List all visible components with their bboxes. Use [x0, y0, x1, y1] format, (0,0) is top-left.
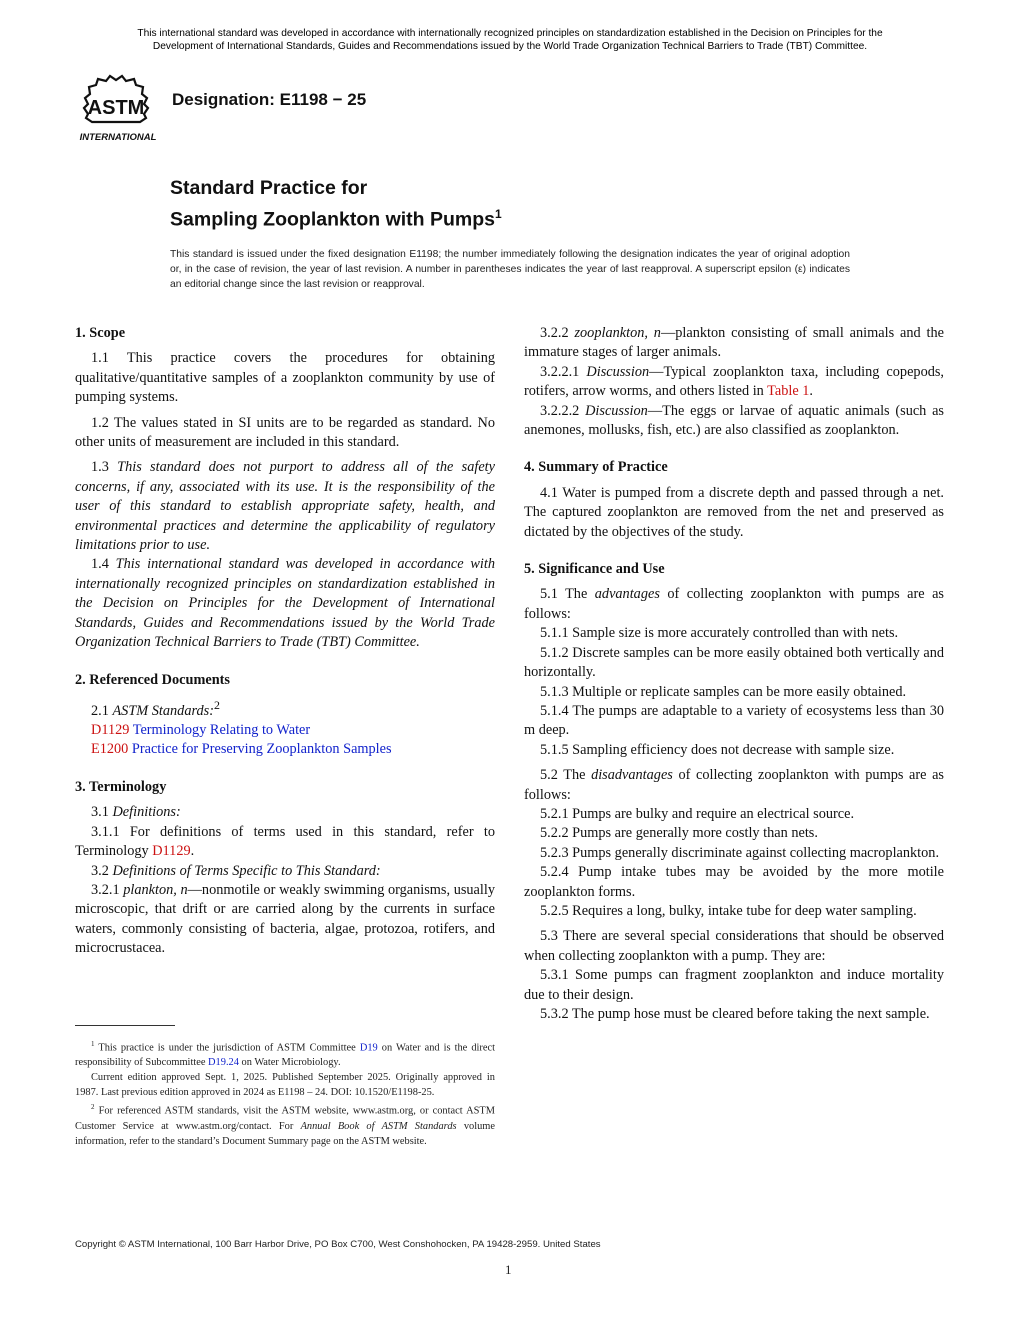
- para-5-1-em: advantages: [594, 586, 660, 603]
- para-3-1-num: 3.1: [91, 804, 113, 821]
- para-1-4: [75, 555, 495, 652]
- para-4-1: 4.1 Water is pumped from a discrete depth and passed through a net. The captured zooplankton are removed from the net and preserved as dictated by the objectives of the study.: [524, 484, 944, 540]
- para-5-3-2: 5.3.2 The pump hose must be cleared before taking the next sample.: [540, 1006, 930, 1022]
- para-3-2-2-2: [524, 402, 944, 441]
- para-5-1-b: of collecting zooplankton with pumps are as follows:: [524, 586, 944, 622]
- terminology-d1129-link[interactable]: D1129: [152, 843, 191, 860]
- footnote-divider: [75, 1025, 175, 1026]
- reference-d1129: [75, 721, 495, 740]
- para-3-2-2-num: 3.2.2: [540, 325, 575, 341]
- footnote-ref-2[interactable]: 2: [214, 697, 220, 712]
- section-heading-terminology: 3. Terminology: [75, 778, 167, 795]
- footnote-2-em: Annual Book of ASTM Standards: [300, 1120, 457, 1132]
- para-3-2-1: [75, 881, 495, 959]
- footnote-1-num: 1: [91, 1040, 95, 1048]
- para-5-1-2: 5.1.2 Discrete samples can be more easily obtained both vertically and horizontally.: [524, 644, 944, 681]
- discussion-label-1: Discussion: [586, 363, 650, 380]
- para-3-1-1-text: 3.1.1 For definitions of terms used in this standard, refer to Terminology: [75, 823, 495, 860]
- para-2-1: [75, 696, 495, 721]
- footnote-1: [75, 1037, 495, 1070]
- title-footnote-ref[interactable]: 1: [495, 207, 502, 221]
- left-column: [75, 324, 495, 959]
- para-5-1: [524, 585, 944, 624]
- para-5-2-a: 5.2 The: [540, 767, 592, 784]
- title-line-1: Standard Practice for: [170, 177, 368, 199]
- footnote-2: [75, 1100, 495, 1148]
- discussion-label-2: Discussion: [585, 402, 648, 419]
- para-3-1-1: [75, 823, 495, 862]
- para-5-1-5: 5.1.5 Sampling efficiency does not decrease with sample size.: [540, 741, 895, 758]
- designation: Designation: E1198 − 25: [172, 90, 367, 109]
- footnotes: [75, 1037, 495, 1149]
- para-5-2-4: 5.2.4 Pump intake tubes may be avoided by the more motile zooplankton forms.: [524, 864, 944, 900]
- page-number: 1: [505, 1262, 512, 1277]
- para-2-1-text: ASTM Standards:: [112, 702, 214, 719]
- para-5-2-1: 5.2.1 Pumps are bulky and require an electrical source.: [540, 805, 855, 822]
- para-3-2-1-text: —nonmotile or weakly swimming organisms, usually microscopic, that drift or are carried along by the currents in surface waters, commonly consisting of bacteria, algae, protozoa, rotifers, and microcrustacea.: [75, 881, 495, 957]
- section-heading-summary: 4. Summary of Practice: [524, 459, 668, 476]
- notice-line-2: Development of International Standards, Guides and Recommendations issued by the World Trade Organization Technical Barriers to Trade (TBT) Committee.: [152, 41, 868, 52]
- reference-e1200-code-link[interactable]: E1200: [91, 741, 129, 758]
- footnote-1-c: on Water Microbiology.: [238, 1057, 341, 1069]
- para-5-1-4: 5.1.4 The pumps are adaptable to a variety of ecosystems less than 30 m deep.: [524, 702, 944, 739]
- title-line-2: [170, 201, 502, 233]
- para-5-2-em: disadvantages: [591, 767, 673, 784]
- footnote-2-b: volume information, refer to the standard’s Document Summary page on the ASTM website.: [75, 1120, 495, 1147]
- para-5-1-1: 5.1.1 Sample size is more accurately controlled than with nets.: [540, 625, 899, 642]
- para-3-2-2-text: —plankton consisting of small animals and the immature stages of larger animals.: [524, 325, 944, 361]
- section-heading-significance: 5. Significance and Use: [524, 561, 665, 578]
- para-3-1: [75, 803, 495, 822]
- footnote-1-edition: Current edition approved Sept. 1, 2025. Published September 2025. Originally approved in 1987. Last previous edition approved in 2024 as E1198 – 24. DOI: 10.1520/E1198-25.: [75, 1072, 495, 1099]
- para-5-3-1: 5.3.1 Some pumps can fragment zooplankton and induce mortality due to their design.: [524, 967, 944, 1003]
- para-3-2-2-2-num: 3.2.2.2: [540, 402, 586, 419]
- section-heading-referenced-documents: 2. Referenced Documents: [75, 671, 230, 688]
- para-1-3-text: This standard does not purport to address all of the safety concerns, if any, associated with its use. It is the responsibility of the user of this standard to establish appropriate safety, health, and environmental practices and determine the applicability of regulatory limitations prior to use.: [75, 459, 495, 554]
- para-5-1-a: 5.1 The: [540, 586, 595, 603]
- notice-line-1: This international standard was developed in accordance with internationally recognized principles on standardization established in the Decision on Principles for the: [137, 28, 883, 39]
- term-zooplankton: zooplankton, n: [574, 325, 661, 341]
- reference-e1200: [75, 740, 495, 759]
- para-3-2-2: [524, 324, 944, 363]
- para-3-1-text: Definitions:: [112, 804, 181, 821]
- para-3-2-2-1: [524, 363, 944, 402]
- right-column: [524, 324, 944, 1024]
- para-5-2-3: 5.2.3 Pumps generally discriminate against collecting macroplankton.: [540, 844, 940, 861]
- para-1-3: [75, 458, 495, 555]
- footnote-2-num: 2: [91, 1103, 95, 1112]
- footnote-1-a: This practice is under the jurisdiction of ASTM Committee: [94, 1042, 360, 1054]
- para-1-2: 1.2 The values stated in SI units are to be regarded as standard. No other units of measurement are included in this standard.: [75, 414, 495, 451]
- footnote-1-b: on Water and is the direct responsibility of Subcommittee: [75, 1042, 495, 1069]
- para-5-1-3: 5.1.3 Multiple or replicate samples can be more easily obtained.: [540, 683, 907, 700]
- para-5-2-2: 5.2.2 Pumps are generally more costly than nets.: [540, 825, 818, 842]
- section-heading-scope: 1. Scope: [75, 325, 126, 341]
- para-3-2-2-1-num: 3.2.2.1: [540, 363, 587, 380]
- para-3-2-num: 3.2: [91, 862, 113, 879]
- international-standard-notice: [70, 27, 950, 53]
- logo-subtext: INTERNATIONAL: [79, 132, 157, 143]
- para-5-2: [524, 766, 944, 805]
- para-3-2: [75, 862, 495, 881]
- astm-logo: [76, 74, 160, 144]
- table-1-link[interactable]: Table 1: [767, 383, 810, 400]
- subcommittee-d19-24-link[interactable]: D19.24: [208, 1057, 239, 1069]
- para-3-2-2-1-text: —Typical zooplankton taxa, including copepods, rotifers, arrow worms, and others listed in: [524, 363, 945, 400]
- para-1-4-num: 1.4: [91, 556, 116, 573]
- reference-d1129-title-link[interactable]: Terminology Relating to Water: [129, 722, 311, 739]
- logo-text: ASTM: [87, 97, 145, 119]
- para-3-2-2-1-end: .: [809, 383, 813, 400]
- footnote-2-a: For referenced ASTM standards, visit the ASTM website, www.astm.org, or contact ASTM Customer Service at www.astm.org/contact. For: [75, 1105, 495, 1132]
- para-3-1-1-end: .: [190, 843, 195, 860]
- para-3-2-2-2-text: —The eggs or larvae of aquatic animals (such as anemones, mollusks, fish, etc.) are also classified as zooplankton.: [524, 402, 945, 439]
- para-3-2-text: Definitions of Terms Specific to This Standard:: [112, 862, 381, 879]
- document-title: [170, 175, 502, 233]
- term-plankton: plankton, n: [123, 881, 188, 898]
- para-1-4-text: This international standard was developed in accordance with internationally recognized principles on standardization established in the Decision on Principles for the Development of International Standards, Guides and Recommendations issued by the World Trade Organization Technical Barriers to Trade (TBT) Committee.: [75, 556, 495, 651]
- reference-d1129-code-link[interactable]: D1129: [91, 722, 130, 739]
- para-2-1-num: 2.1: [91, 702, 113, 719]
- copyright-notice: Copyright © ASTM International, 100 Barr Harbor Drive, PO Box C700, West Conshohocken, PA 19428-2959. United States: [75, 1239, 601, 1250]
- para-1-3-num: 1.3: [91, 459, 118, 476]
- para-1-1: 1.1 This practice covers the procedures for obtaining qualitative/quantitative samples of a zooplankton community by use of pumping systems.: [75, 350, 495, 406]
- committee-d19-link[interactable]: D19: [359, 1042, 378, 1054]
- issuance-statement: This standard is issued under the fixed designation E1198; the number immediately following the designation indicates the year of original adoption or, in the case of revision, the year of last revision. A number in parentheses indicates the year of last reapproval. A superscript epsilon (ε) indicates an editorial change since the last revision or reapproval.: [170, 249, 850, 290]
- para-5-3: 5.3 There are several special considerations that should be observed when collecting zooplankton with a pump. They are:: [524, 928, 944, 964]
- para-5-2-5: 5.2.5 Requires a long, bulky, intake tube for deep water sampling.: [540, 902, 917, 919]
- title-main: Sampling Zooplankton with Pumps: [170, 208, 495, 231]
- para-5-2-b: of collecting zooplankton with pumps are as follows:: [524, 767, 944, 803]
- reference-e1200-title-link[interactable]: Practice for Preserving Zooplankton Samples: [128, 741, 392, 758]
- para-3-2-1-num: 3.2.1: [91, 881, 124, 898]
